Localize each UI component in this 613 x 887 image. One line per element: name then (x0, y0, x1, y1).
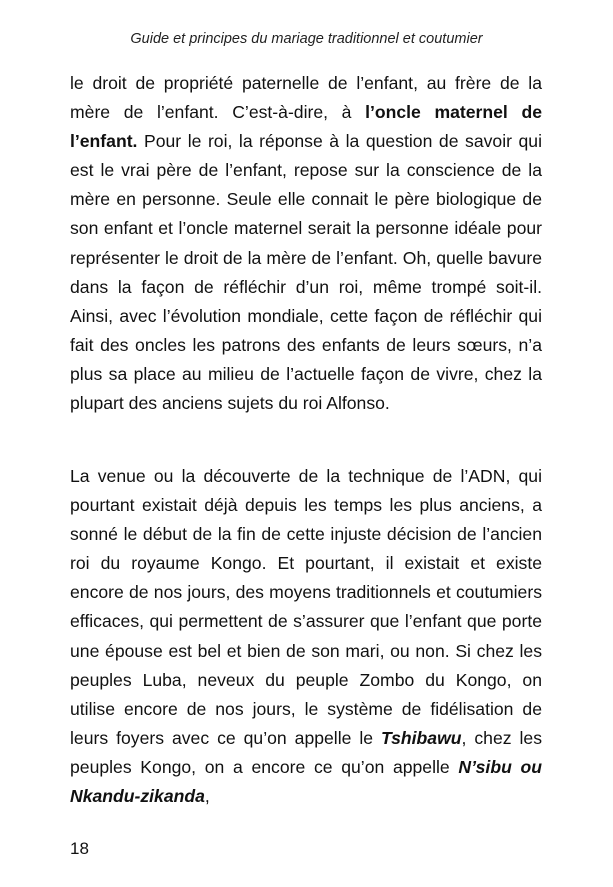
paragraph-2-text-a: La venue ou la découverte de la technique de l’ADN, qui pourtant existait déjà depuis les temps les plus anciens, a sonné le début de la fin de cette injuste décision de l’ancien roi du royaume Kongo. Et pourtant, il existait et existe encore de nos jours, des moyens traditionnels et coutumiers efficaces, qui permettent de s’assurer que l’enfant que porte une épouse est bel et bien de son mari, ou non. Si chez les peuples Luba, neveux du peuple Zombo du Kongo, on utilise encore de nos jours, le système de fidélisation de leurs foyers avec ce qu’on appelle le (70, 466, 542, 748)
running-header: Guide et principes du mariage traditionnel et coutumier (130, 31, 483, 47)
paragraph-1-text-a: le droit de propriété paternelle de l’enfant, au frère de la mère de l’enfant. C’est-à-dire, à (70, 73, 542, 123)
paragraph-1-bold-phrase: l’oncle maternel de l’enfant. (70, 102, 543, 152)
page-number: 18 (70, 839, 89, 858)
paragraph-2-term-nsibu: N’sibu ou Nkandu-zikanda (70, 756, 542, 807)
paragraph-1-text-b: Pour le roi, la réponse à la question de savoir qui est le vrai père de l’enfant, repose sur la conscience de la mère en personne. Seule elle connait le père biologique de son enfant et l’oncle maternel serait la personne idéale pour représenter le droit de la mère de l’enfant. Oh, quelle bavure dans la façon de réfléchir d’un roi, même trompé soit-il. Ainsi, avec l’évolution mondiale, cette façon de réfléchir qui fait des oncles les patrons des enfants de leurs sœurs, n’a plus sa place au milieu de l’actuelle façon de vivre, chez la plupart des anciens sujets du roi Alfonso. (70, 131, 542, 414)
paragraph-2-text-c: , (204, 786, 210, 807)
paragraph-2-text-b: , chez les peuples Kongo, on a encore ce qu’on appelle (70, 727, 542, 777)
paragraph-2-term-tshibawu: Tshibawu (381, 727, 462, 748)
paragraph-2 (70, 462, 542, 811)
paragraph-1 (70, 69, 542, 418)
